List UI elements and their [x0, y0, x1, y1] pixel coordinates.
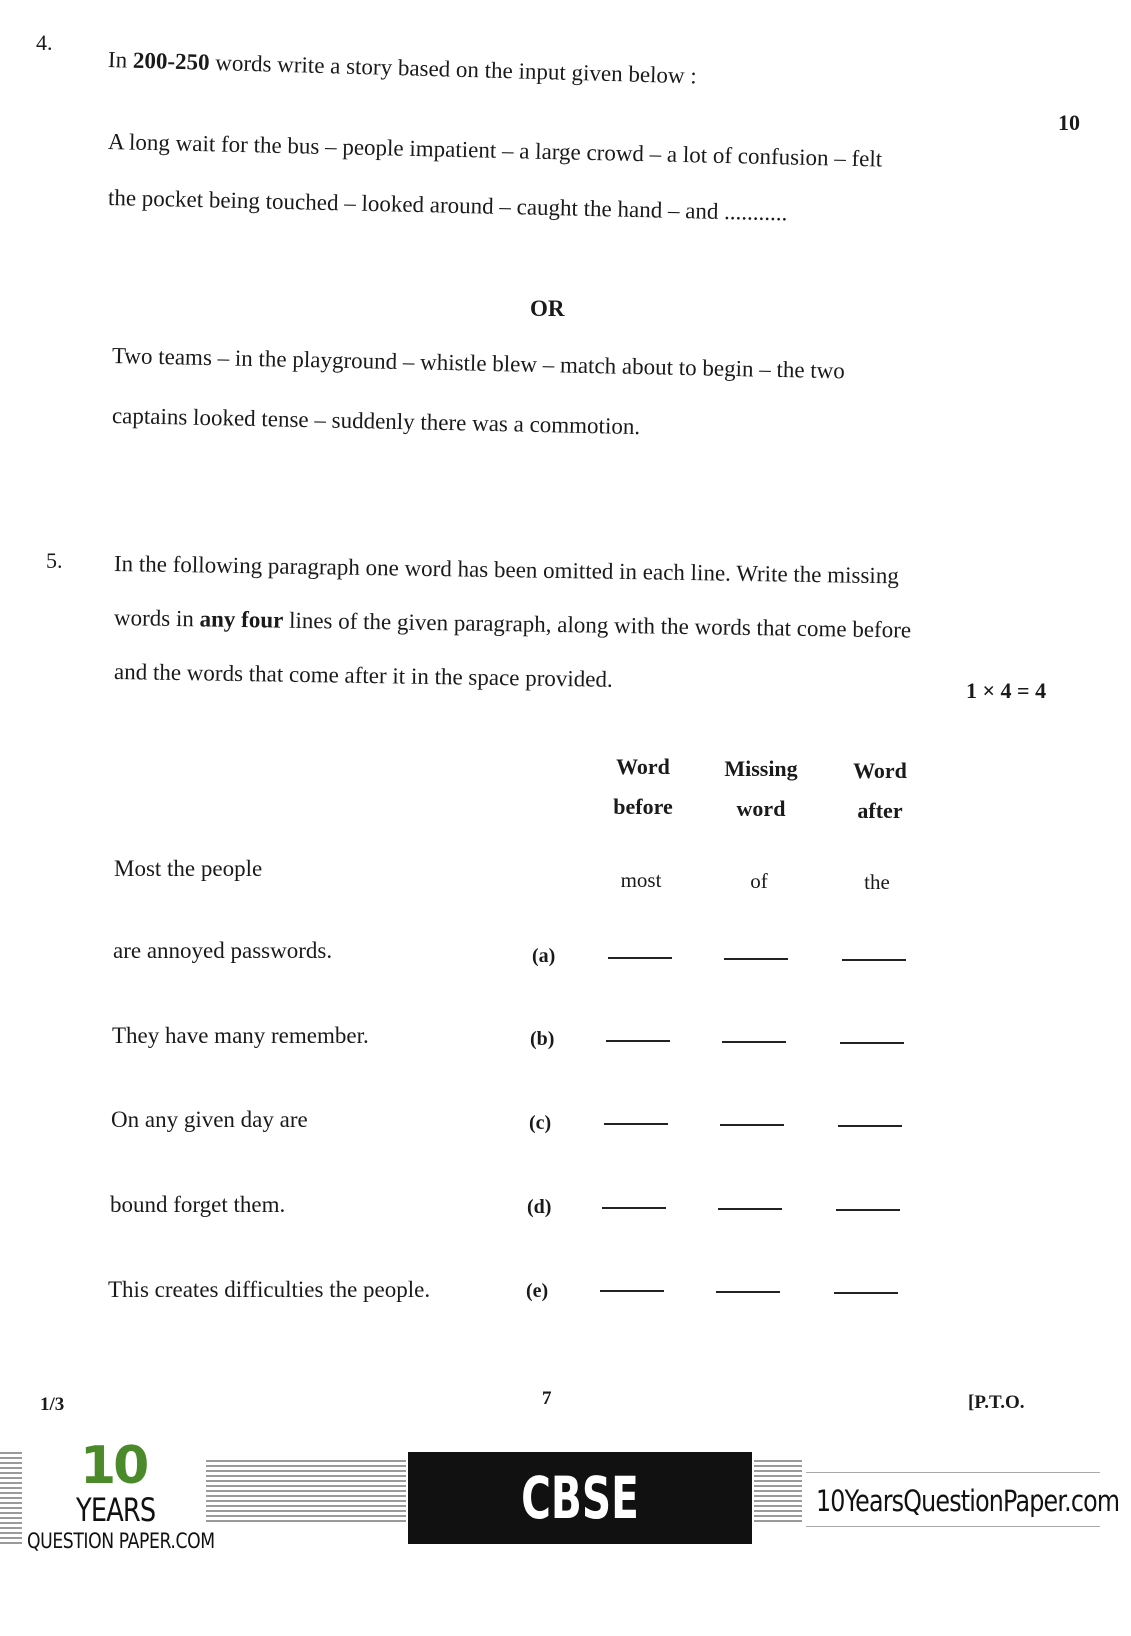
line-a-text: are annoyed passwords.: [113, 938, 333, 963]
board-title-banner: [408, 1452, 752, 1624]
logo-number: 10: [80, 1436, 147, 1496]
story-2-line-1: Two teams – in the playground – whistle blew – match about to begin – the two: [111, 343, 846, 384]
line-e-missing-blank[interactable]: [716, 1291, 780, 1293]
line-a-label: (a): [532, 945, 556, 967]
line-d-before-blank[interactable]: [602, 1207, 666, 1209]
line-c-label: (c): [529, 1112, 552, 1134]
line-e-after-blank[interactable]: [834, 1292, 898, 1294]
line-c-after-blank[interactable]: [838, 1125, 902, 1127]
story-2-line-2: captains looked tense – suddenly there was a commotion.: [111, 403, 641, 440]
header-word-before-top: Word: [616, 754, 670, 779]
example-missing-word: of: [750, 869, 768, 893]
question-5-number: 5.: [46, 548, 63, 573]
example-word-before: most: [620, 868, 662, 892]
question-4-marks: 10: [1058, 110, 1080, 135]
line2-emphasis: any four: [199, 606, 284, 633]
line-e-label: (e): [526, 1280, 549, 1302]
line-d-text: bound forget them.: [110, 1192, 286, 1217]
header-word-after-bottom: after: [857, 798, 903, 823]
line-b-missing-blank[interactable]: [722, 1041, 786, 1043]
line-d-missing-blank[interactable]: [718, 1208, 782, 1210]
logo-years: YEARS: [76, 1491, 156, 1529]
example-line: Most the people: [114, 856, 263, 881]
line-b-after-blank[interactable]: [840, 1042, 904, 1044]
line-d-after-blank[interactable]: [836, 1209, 900, 1211]
banner-stripes-left: [0, 1452, 22, 1544]
question-5-line-2: [114, 606, 1019, 643]
line-e-before-blank[interactable]: [600, 1290, 664, 1292]
board-title: CBSE BOARD X: [476, 1464, 684, 1624]
header-missing-word-bottom: word: [736, 796, 786, 821]
banner-stripes-mid-left: [206, 1460, 406, 1524]
line-a-missing-blank[interactable]: [724, 958, 788, 960]
page-number: 7: [542, 1388, 552, 1409]
paper-code: 1/3: [40, 1394, 65, 1415]
line-c-text: On any given day are: [111, 1107, 308, 1132]
line-b-text: They have many remember.: [112, 1023, 369, 1048]
prompt-post: words write a story based on the input given below :: [209, 49, 698, 89]
story-1-line-2: the pocket being touched – looked around – caught the hand – and ...........: [107, 185, 788, 226]
line-c-before-blank[interactable]: [604, 1123, 668, 1125]
website-text: 10YearsQuestionPaper.com: [816, 1484, 1120, 1518]
logo-site: QUESTION PAPER.COM: [27, 1529, 215, 1553]
header-word-before-bottom: before: [613, 794, 673, 819]
header-missing-word-top: Missing: [724, 756, 798, 781]
website-rule-bottom: [806, 1526, 1100, 1527]
question-5-line-1: In the following paragraph one word has been omitted in each line. Write the missing: [113, 551, 900, 589]
or-separator: OR: [530, 296, 565, 321]
banner-stripes-mid-right: [754, 1460, 802, 1524]
question-5-marks: 1 × 4 = 4: [966, 678, 1047, 703]
line-b-before-blank[interactable]: [606, 1040, 670, 1042]
website-link[interactable]: [816, 1484, 1131, 1518]
line2-post: lines of the given paragraph, along with the words that come before: [283, 607, 912, 643]
question-4-prompt: [108, 48, 697, 87]
line-a-after-blank[interactable]: [842, 959, 906, 961]
question-5-line-3: and the words that come after it in the space provided.: [113, 659, 613, 692]
line-e-text: This creates difficulties the people.: [108, 1277, 431, 1302]
example-word-after: the: [864, 870, 890, 894]
line2-pre: words in: [113, 605, 200, 632]
line-b-label: (b): [530, 1028, 555, 1050]
line-c-missing-blank[interactable]: [720, 1124, 784, 1126]
question-4-number: 4.: [36, 30, 53, 55]
website-rule-top: [806, 1472, 1100, 1473]
prompt-word-count: 200-250: [132, 47, 210, 75]
line-d-label: (d): [527, 1196, 552, 1218]
prompt-pre: In: [107, 47, 134, 73]
header-word-after-top: Word: [853, 758, 907, 783]
please-turn-over: [P.T.O.: [968, 1392, 1025, 1413]
story-1-line-1: A long wait for the bus – people impatient – a large crowd – a lot of confusion – felt: [107, 129, 883, 172]
line-a-before-blank[interactable]: [608, 957, 672, 959]
